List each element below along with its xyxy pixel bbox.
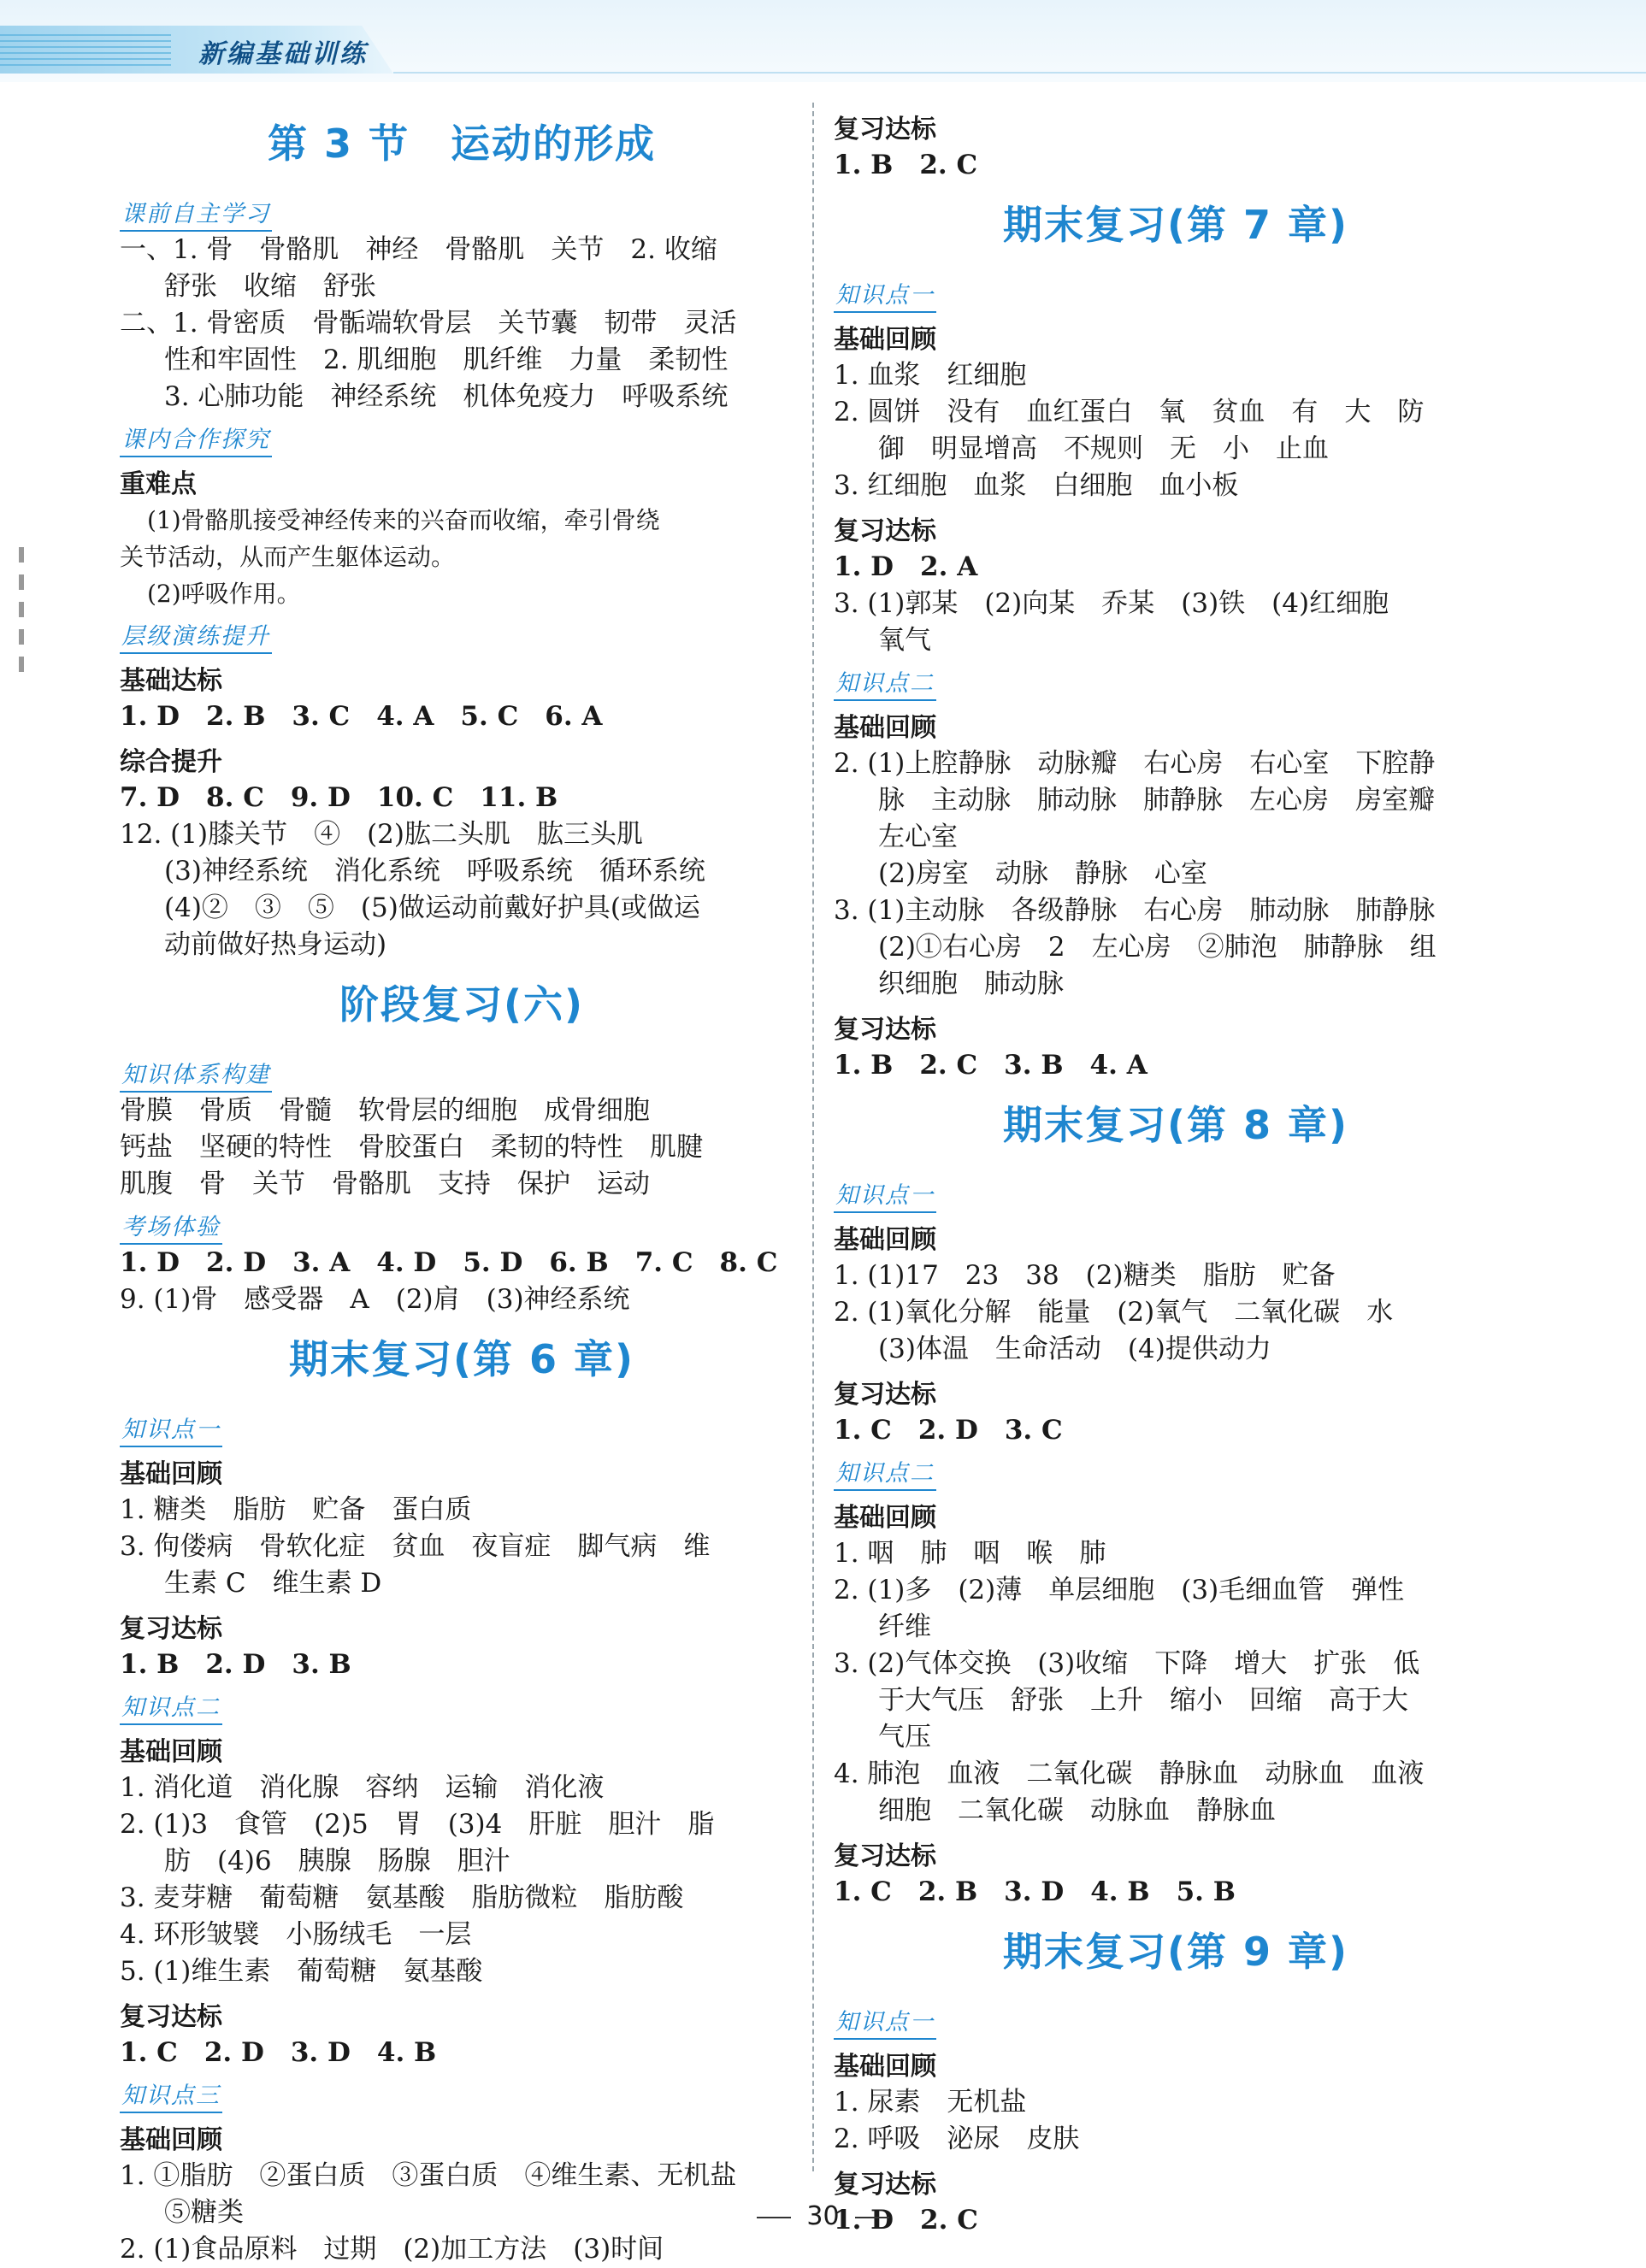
heading: 复习达标 bbox=[834, 1015, 936, 1045]
answer-line: (1)骨骼肌接受神经传来的兴奋而收缩，牵引骨绕 bbox=[147, 506, 660, 534]
answer-line: 于大气压 舒张 上升 缩小 回缩 高于大 bbox=[878, 1685, 1408, 1716]
answer-line: 1. 咽 肺 咽 喉 肺 bbox=[834, 1538, 1106, 1569]
answer-line: 1. 尿素 无机盐 bbox=[834, 2087, 1027, 2118]
heading: 复习达标 bbox=[834, 516, 936, 546]
page-number-dash bbox=[855, 2217, 889, 2218]
heading: 基础达标 bbox=[120, 666, 222, 696]
answer-line: 1. B 2. C bbox=[834, 150, 978, 180]
subsection-label: 课内合作探究 bbox=[120, 421, 272, 457]
column-divider bbox=[812, 103, 814, 2171]
knowledge-point-label: 知识点二 bbox=[120, 1688, 222, 1725]
answer-line: (4)② ③ ⑤ (5)做运动前戴好护具(或做运 bbox=[164, 892, 700, 923]
answer-line: (3)体温 生命活动 (4)提供动力 bbox=[878, 1334, 1271, 1364]
answer-line: 2. 呼吸 泌尿 皮肤 bbox=[834, 2124, 1080, 2154]
subsection-label: 课前自主学习 bbox=[120, 195, 272, 232]
subsection-label: 层级演练提升 bbox=[120, 617, 272, 654]
answer-line: (2)房室 动脉 静脉 心室 bbox=[878, 858, 1207, 889]
answer-line: 3. (2)气体交换 (3)收缩 下降 增大 扩张 低 bbox=[834, 1648, 1420, 1679]
page-number-value: 30 bbox=[806, 2201, 840, 2231]
answer-line: (2)①右心房 2 左心房 ②肺泡 肺静脉 组 bbox=[878, 932, 1437, 963]
subsection-label: 考场体验 bbox=[120, 1208, 222, 1245]
answer-line: 1. D 2. B 3. C 4. A 5. C 6. A bbox=[120, 701, 603, 732]
answer-line: 纤维 bbox=[878, 1611, 931, 1642]
answer-line: 7. D 8. C 9. D 10. C 11. B bbox=[120, 782, 558, 813]
answer-line: 氧气 bbox=[878, 625, 931, 656]
page-number-dash bbox=[757, 2217, 791, 2218]
answer-line: 性和牢固性 2. 肌细胞 肌纤维 力量 柔韧性 bbox=[164, 345, 729, 375]
answer-line: 1. (1)17 23 38 (2)糖类 脂肪 贮备 bbox=[834, 1260, 1336, 1291]
page-number bbox=[0, 2201, 1646, 2231]
binding-mark bbox=[19, 547, 24, 675]
answer-line: 细胞 二氧化碳 动脉血 静脉血 bbox=[878, 1795, 1276, 1826]
answer-line: 1. D 2. D 3. A 4. D 5. D 6. B 7. C 8. C bbox=[120, 1247, 778, 1278]
knowledge-point-label: 知识点一 bbox=[120, 1411, 222, 1447]
heading: 重难点 bbox=[120, 469, 197, 499]
heading: 复习达标 bbox=[120, 2002, 222, 2032]
answer-line: 2. (1)多 (2)薄 单层细胞 (3)毛细血管 弹性 bbox=[834, 1575, 1405, 1605]
answer-line: 织细胞 肺动脉 bbox=[878, 969, 1064, 999]
answer-line: 骨膜 骨质 骨髓 软骨层的细胞 成骨细胞 bbox=[120, 1095, 650, 1126]
answer-line: ⑤糖类 bbox=[164, 2197, 244, 2228]
answer-line: 钙盐 坚硬的特性 骨胶蛋白 柔韧的特性 肌腱 bbox=[120, 1132, 703, 1163]
heading: 复习达标 bbox=[834, 1841, 936, 1871]
heading: 复习达标 bbox=[834, 1380, 936, 1410]
answer-line: 御 明显增高 不规则 无 小 止血 bbox=[878, 433, 1329, 464]
answer-line: 3. 红细胞 血浆 白细胞 血小板 bbox=[834, 470, 1239, 501]
answer-line: 3. (1)主动脉 各级静脉 右心房 肺动脉 肺静脉 bbox=[834, 895, 1436, 926]
answer-line: 2. (1)食品原料 过期 (2)加工方法 (3)时间 bbox=[120, 2234, 664, 2265]
header-title: 新编基础训练 bbox=[198, 39, 368, 69]
heading: 基础回顾 bbox=[834, 1225, 936, 1255]
heading: 复习达标 bbox=[120, 1614, 222, 1644]
section-title: 期末复习(第 9 章) bbox=[1002, 1929, 1349, 1975]
answer-line: (3)神经系统 消化系统 呼吸系统 循环系统 bbox=[164, 856, 705, 887]
answer-line: 1. B 2. C 3. B 4. A bbox=[834, 1050, 1147, 1081]
header-stripes bbox=[0, 34, 171, 68]
answer-line: 1. B 2. D 3. B bbox=[120, 1649, 351, 1680]
heading: 基础回顾 bbox=[834, 2052, 936, 2082]
answer-line: 2. (1)氧化分解 能量 (2)氧气 二氧化碳 水 bbox=[834, 1297, 1394, 1328]
answer-line: 关节活动，从而产生躯体运动。 bbox=[120, 543, 456, 571]
section-title: 期末复习(第 8 章) bbox=[1002, 1102, 1349, 1148]
answer-line: 9. (1)骨 感受器 A (2)肩 (3)神经系统 bbox=[120, 1284, 630, 1315]
answer-line: 3. 心肺功能 神经系统 机体免疫力 呼吸系统 bbox=[164, 381, 729, 412]
heading: 综合提升 bbox=[120, 747, 222, 777]
heading: 基础回顾 bbox=[120, 1459, 222, 1489]
heading: 复习达标 bbox=[834, 115, 936, 144]
knowledge-point-label: 知识点一 bbox=[834, 2003, 936, 2040]
answer-line: 4. 肺泡 血液 二氧化碳 静脉血 动脉血 血液 bbox=[834, 1758, 1425, 1789]
knowledge-point-label: 知识点一 bbox=[834, 276, 936, 313]
answer-line: 1. D 2. A bbox=[834, 551, 978, 582]
answer-line: 舒张 收缩 舒张 bbox=[164, 271, 376, 302]
knowledge-point-label: 知识点二 bbox=[834, 664, 936, 701]
answer-line: (2)呼吸作用。 bbox=[147, 580, 301, 608]
page-header bbox=[0, 0, 1646, 82]
heading: 基础回顾 bbox=[834, 713, 936, 743]
answer-line: 1. D 2. C bbox=[834, 2205, 978, 2236]
answer-line: 1. C 2. D 3. D 4. B bbox=[120, 2037, 437, 2068]
heading: 基础回顾 bbox=[834, 1503, 936, 1533]
header-rule bbox=[393, 72, 1646, 74]
left-column bbox=[120, 103, 804, 2268]
answer-line: 动前做好热身运动) bbox=[164, 929, 387, 960]
answer-line: 2. (1)3 食管 (2)5 胃 (3)4 肝脏 胆汁 脂 bbox=[120, 1809, 715, 1840]
answer-line: 左心室 bbox=[878, 822, 958, 852]
heading: 复习达标 bbox=[834, 2170, 936, 2200]
answer-line: 气压 bbox=[878, 1722, 931, 1753]
section-title: 阶段复习(六) bbox=[339, 981, 585, 1028]
answer-line: 12. (1)膝关节 ④ (2)肱二头肌 肱三头肌 bbox=[120, 819, 643, 850]
answer-line: 肪 (4)6 胰腺 肠腺 胆汁 bbox=[164, 1846, 510, 1876]
answer-line: 1. ①脂肪 ②蛋白质 ③蛋白质 ④维生素、无机盐 bbox=[120, 2160, 737, 2191]
answer-line: 4. 环形皱襞 小肠绒毛 一层 bbox=[120, 1919, 472, 1950]
answer-line: 1. 血浆 红细胞 bbox=[834, 360, 1027, 391]
heading: 基础回顾 bbox=[120, 2125, 222, 2155]
heading: 基础回顾 bbox=[834, 325, 936, 355]
knowledge-point-label: 知识点三 bbox=[120, 2077, 222, 2113]
section-title: 期末复习(第 7 章) bbox=[1002, 202, 1349, 248]
answer-line: 脉 主动脉 肺动脉 肺静脉 左心房 房室瓣 bbox=[878, 785, 1435, 816]
answer-line: 2. 圆饼 没有 血红蛋白 氧 贫血 有 大 防 bbox=[834, 397, 1425, 427]
answer-line: 5. (1)维生素 葡萄糖 氨基酸 bbox=[120, 1956, 483, 1987]
section-title: 第 3 节 运动的形成 bbox=[267, 121, 657, 167]
answer-line: 1. C 2. D 3. C bbox=[834, 1415, 1063, 1446]
answer-line: 1. C 2. B 3. D 4. B 5. B bbox=[834, 1876, 1236, 1907]
answer-line: 2. (1)上腔静脉 动脉瓣 右心房 右心室 下腔静 bbox=[834, 748, 1436, 779]
answer-line: 1. 消化道 消化腺 容纳 运输 消化液 bbox=[120, 1772, 605, 1803]
answer-line: 3. 麦芽糖 葡萄糖 氨基酸 脂肪微粒 脂肪酸 bbox=[120, 1882, 684, 1913]
knowledge-point-label: 知识点二 bbox=[834, 1454, 936, 1491]
answer-line: 1. 糖类 脂肪 贮备 蛋白质 bbox=[120, 1494, 472, 1525]
heading: 基础回顾 bbox=[120, 1737, 222, 1767]
answer-line: 生素 C 维生素 D bbox=[164, 1568, 382, 1599]
answer-line: 3. 佝偻病 骨软化症 贫血 夜盲症 脚气病 维 bbox=[120, 1531, 711, 1562]
section-title: 期末复习(第 6 章) bbox=[288, 1336, 635, 1382]
answer-line: 肌腹 骨 关节 骨骼肌 支持 保护 运动 bbox=[120, 1169, 650, 1199]
answer-line: 3. (1)郭某 (2)向某 乔某 (3)铁 (4)红细胞 bbox=[834, 588, 1389, 619]
answer-line: 二、1. 骨密质 骨骺端软骨层 关节囊 韧带 灵活 bbox=[120, 308, 737, 339]
subsection-label: 知识体系构建 bbox=[120, 1056, 272, 1093]
knowledge-point-label: 知识点一 bbox=[834, 1176, 936, 1213]
answer-line: 一、1. 骨 骨骼肌 神经 骨骼肌 关节 2. 收缩 bbox=[120, 234, 717, 265]
right-column bbox=[834, 103, 1518, 2239]
